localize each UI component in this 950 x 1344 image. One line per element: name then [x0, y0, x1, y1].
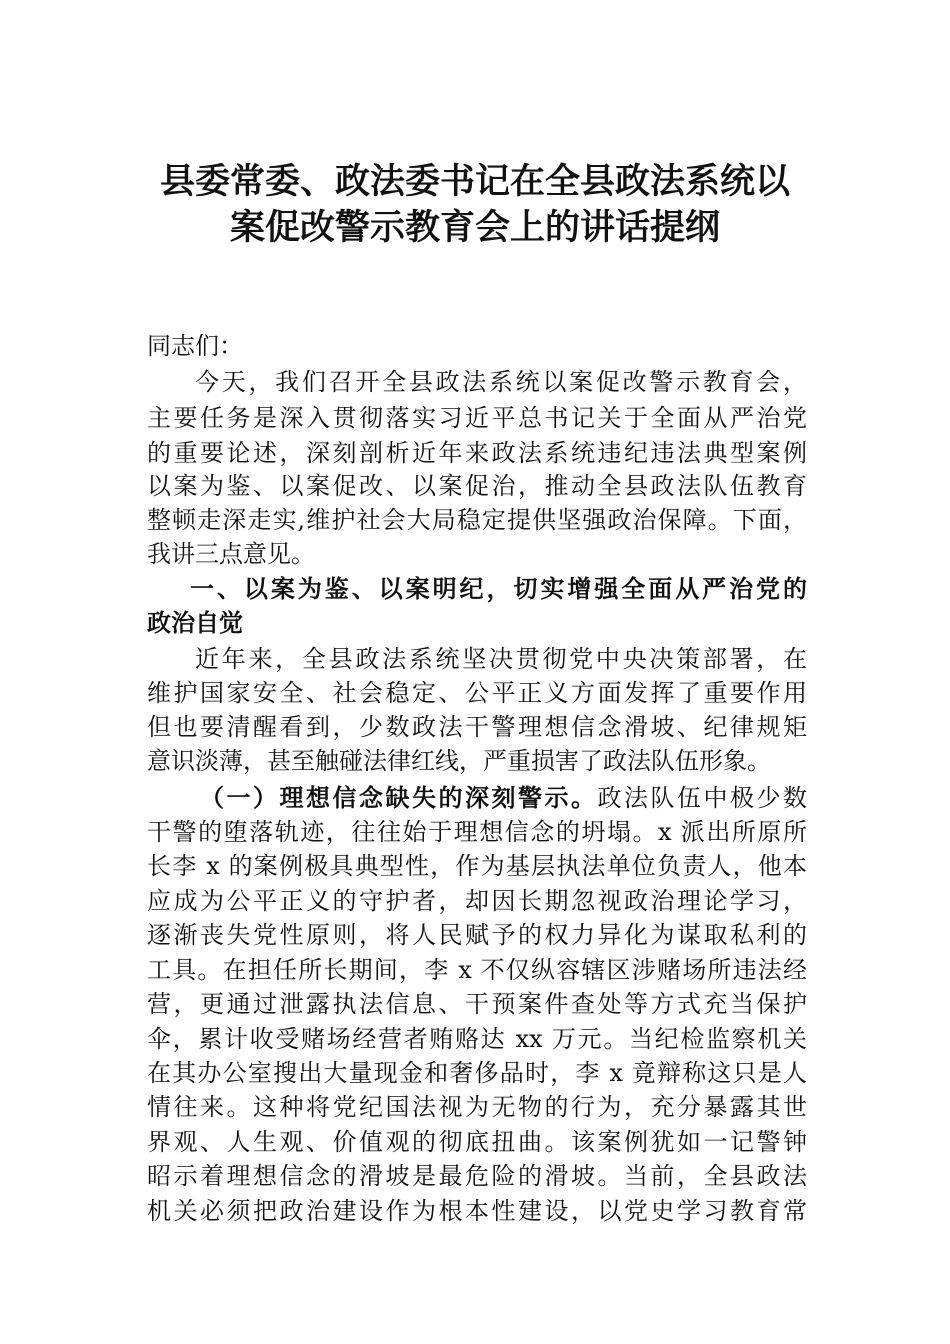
- section-1-paragraph-line: 意识淡薄，甚至触碰法律红线，严重损害了政法队伍形象。: [147, 747, 771, 775]
- document-title-line-2: 案促改警示教育会上的讲话提纲: [229, 207, 720, 248]
- subsection-1-line: 在其办公室搜出大量现金和奢侈品时，李 x 竟辩称这只是人: [147, 1059, 807, 1087]
- subsection-1-line: 工具。在担任所长期间，李 x 不仅纵容辖区涉赌场所违法经: [147, 956, 807, 984]
- intro-line: 我讲三点意见。: [147, 540, 315, 568]
- salutation: 同志们：: [147, 332, 243, 360]
- subsection-1-first-line-rest: 政法队伍中极少数: [597, 784, 807, 812]
- subsection-1-line: 营，更通过泄露执法信息、干预案件查处等方式充当保护: [147, 990, 807, 1018]
- subsection-1-line: 长李 x 的案例极具典型性，作为基层执法单位负责人，他本: [147, 852, 807, 880]
- intro-line: 整顿走深走实,维护社会大局稳定提供坚强政治保障。下面，: [147, 506, 807, 534]
- section-1-heading-line: 一、以案为鉴、以案明纪，切实增强全面从严治党的: [190, 575, 807, 603]
- subsection-1-line: 情往来。这种将党纪国法视为无物的行为，充分暴露其世: [147, 1093, 807, 1121]
- section-1-paragraph-line: 但也要清醒看到，少数政法干警理想信念滑坡、纪律规矩: [147, 713, 807, 741]
- intro-line: 以案为鉴、以案促改、以案促治，推动全县政法队伍教育: [147, 472, 807, 500]
- subsection-1-line: 界观、人生观、价值观的彻底扭曲。该案例犹如一记警钟: [147, 1128, 807, 1156]
- section-1-heading-line: 政治自觉: [147, 609, 243, 637]
- subsection-1-line: 应成为公平正义的守护者，却因长期忽视政治理论学习，: [147, 887, 807, 915]
- subsection-1-line: 干警的堕落轨迹，往往始于理想信念的坍塌。x 派出所原所: [147, 818, 807, 846]
- subsection-1-line: 昭示着理想信念的滑坡是最危险的滑坡。当前，全县政法: [147, 1162, 807, 1190]
- section-1-paragraph-line: 维护国家安全、社会稳定、公平正义方面发挥了重要作用: [147, 679, 807, 707]
- subsection-1-first-line: [200, 781, 807, 815]
- section-1-paragraph-line: 近年来，全县政法系统坚决贯彻党中央决策部署，在: [195, 645, 807, 673]
- subsection-1-heading: （一）理想信念缺失的深刻警示。: [200, 784, 598, 812]
- intro-line: 主要任务是深入贯彻落实习近平总书记关于全面从严治党: [147, 404, 807, 432]
- subsection-1-line: 机关必须把政治建设作为根本性建设，以党史学习教育常: [147, 1197, 807, 1225]
- intro-line: 今天，我们召开全县政法系统以案促改警示教育会，: [195, 368, 807, 396]
- intro-line: 的重要论述，深刻剖析近年来政法系统违纪违法典型案例: [147, 439, 807, 467]
- subsection-1-line: 逐渐丧失党性原则，将人民赋予的权力异化为谋取私利的: [147, 921, 807, 949]
- subsection-1-line: 伞，累计收受赌场经营者贿赂达 xx 万元。当纪检监察机关: [147, 1025, 807, 1053]
- document-title-line-1: 县委常委、政法委书记在全县政法系统以: [159, 161, 790, 202]
